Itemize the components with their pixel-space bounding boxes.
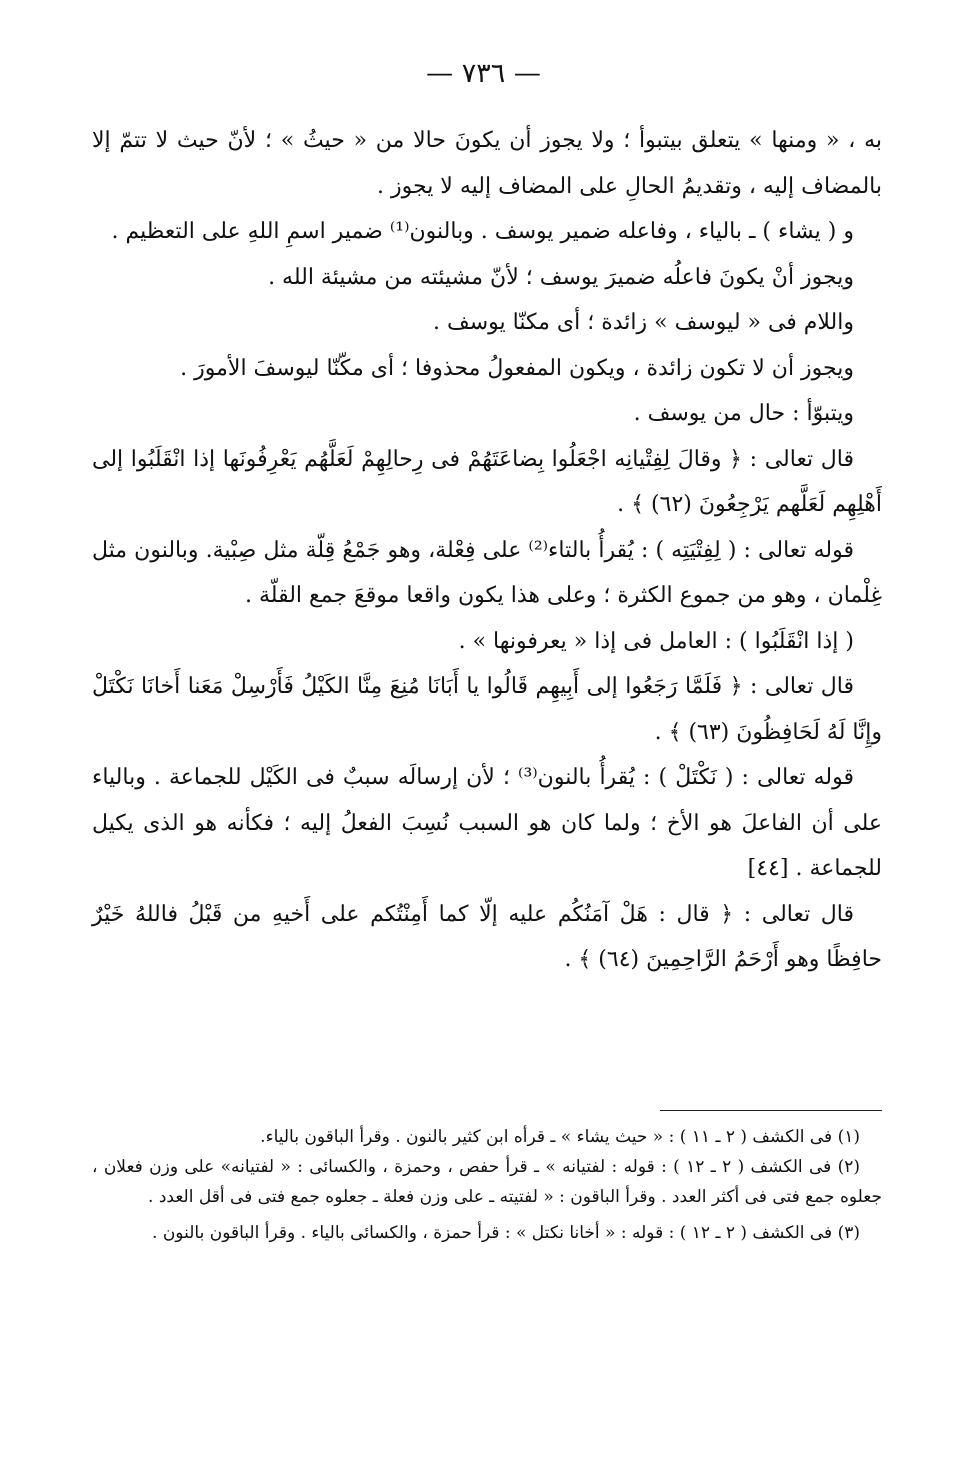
page-number: — ٧٣٦ — [426,58,541,89]
footnotes [92,1122,882,1248]
footnote-2: (٢) فى الكشف ( ٢ ـ ١٢ ) : قوله : لفتيانه » ـ قرأ حفص ، وحمزة ، والكسائى : « لفتيانه» على وزن فعلان ، جعلوه جمع فتى فى أكثر العدد . وقرأ الباقون : « لفتيته ـ على وزن فعلة ـ جعلوه جمع فتى فى أقل العدد . [92,1157,882,1207]
paragraph-4: واللام فى « ليوسف » زائدة ؛ أى مكنّا يوسف . [432,310,854,335]
paragraph-6: ويتبوّأ : حال من يوسف . [633,401,854,426]
paragraph-9: ( إذا انْقَلَبُوا ) : العامل فى إذا « يعرفونها » . [458,628,854,654]
footnote-1: (١) فى الكشف ( ٢ ـ ١١ ) : « حيث يشاء » ـ قرأه ابن كثير بالنون . وقرأ الباقون بالياء. [260,1127,860,1147]
paragraph-7: قال تعالى : ﴿ وقالَ لِفِتْيانِه اجْعَلُوا بِضاعَتَهُمْ فى رِحالِهِمْ لَعَلَّهُم يَعْرِفُونَها إذا انْقَلَبُوا إلى أَهْلِهِم لَعَلَّهم يَرْجِعُونَ (٦٢) ﴾ . [92,446,882,517]
paragraph-10: قال تعالى : ﴿ فَلَمَّا رَجَعُوا إلى أَبِيهِم قَالُوا يا أَبَانَا مُنِعَ مِنَّا الكَيْلُ فَأَرْسِلْ مَعَنا أَخانَا نَكْتَلْ وإِنَّا لَهُ لَحَافِظُونَ (٦٣) ﴾ . [92,674,882,745]
footnote-divider [660,1110,882,1111]
paragraph-5: ويجوز أن لا تكون زائدة ، ويكون المفعولُ محذوفا ؛ أى مكّنّا ليوسفَ الأمورَ . [180,355,854,381]
main-text [92,118,882,983]
paragraph-11: قوله تعالى : ( نَكْتَلْ ) : يُقرأُ بالنون⁽³⁾ ؛ لأن إرسالَه سببٌ فى الكَيْل للجماعة . وبالياء على أن الفاعلَ هو الأخ ؛ ولما كان هو السبب نُسِبَ الفعلُ إليه ؛ فكأنه هو الذى يكيل للجماعة . [٤٤] [92,765,882,881]
footnote-3: (٣) فى الكشف ( ٢ ـ ١٢ ) : قوله : « أخانا نكتل » : قرأ حمزة ، والكسائى بالياء . وقرأ الباقون بالنون . [152,1223,860,1243]
paragraph-8: قوله تعالى : ( لِفِتْيَتِه ) : يُقرأُ بالتاء⁽²⁾ على فِعْلة، وهو جَمْعُ قِلّة مثل صِبْية. وبالنون مثل غِلْمان ، وهو من جموع الكثرة ؛ وعلى هذا يكون واقعا موقعَ جمع القلّة . [92,537,882,608]
paragraph-3: ويجوز أنْ يكونَ فاعلُه ضميرَ يوسف ؛ لأنّ مشيئته من مشيئة الله . [268,264,854,290]
paragraph-1: به ، « ومنها » يتعلق بيتبوأ ؛ ولا يجوز أن يكونَ حالا من « حيثُ » ؛ لأنّ حيث لا تتمّ إلا بالمضاف إليه ، وتقديمُ الحالِ على المضاف إليه لا يجوز . [92,128,882,199]
paragraph-2: و ( يشاء ) ـ بالياء ، وفاعله ضمير يوسف . وبالنون⁽¹⁾ ضمير اسمِ اللهِ على التعظيم . [111,219,854,244]
paragraph-12: قال تعالى : ﴿ قال : هَلْ آمَنُكُم عليه إلّا كما أَمِنْتُكم على أَخيهِ من قَبْلُ فاللهُ خَيْرٌ حافِظًا وهو أَرْحَمُ الرَّاحِمِينَ (٦٤) ﴾ . [92,901,882,972]
